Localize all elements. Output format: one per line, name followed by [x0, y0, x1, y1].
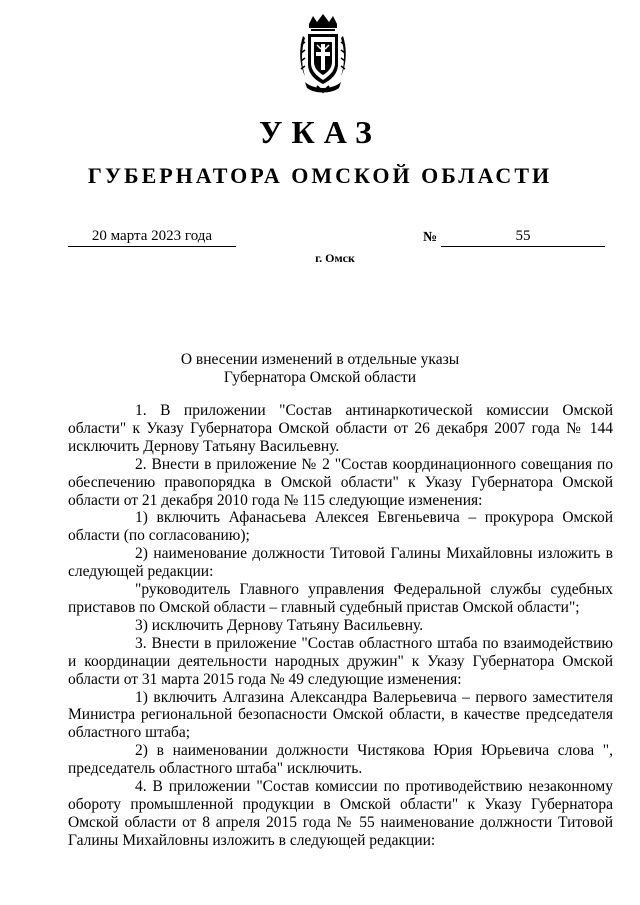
document-number: 55 — [441, 226, 605, 247]
paragraph: 2) в наименовании должности Чистякова Юрия Юрьевича слова ", председатель областного штаба" исключить. — [68, 742, 613, 778]
document-body — [68, 402, 613, 850]
paragraph: 1) включить Алгазина Александра Валерьевича – первого заместителя Министра региональной безопасности Омской области, в качестве председателя областного штаба; — [68, 688, 613, 742]
paragraph: 3) исключить Дернову Татьяну Васильевну. — [135, 616, 424, 634]
paragraph: "руководитель Главного управления Федеральной службы судебных приставов по Омской области – главный судебный пристав Омской области"; — [68, 581, 613, 616]
paragraph: 1) включить Афанасьева Алексея Евгеньевича – прокурора Омской области (по согласованию); — [68, 509, 613, 545]
paragraph: 2. Внести в приложение № 2 "Состав координационного совещания по обеспечению правопорядка в Омской области" к Указу Губернатора Омской области от 21 декабря 2010 года № 115 следующие изменения: — [68, 455, 613, 509]
paragraph: 2) наименование должности Титовой Галины Михайловны изложить в следующей редакции: — [68, 545, 613, 581]
subject-line: Губернатора Омской области — [223, 369, 417, 386]
document-title: УКАЗ — [259, 114, 381, 150]
document-subject — [0, 351, 640, 387]
paragraph: 3. Внести в приложение "Состав областного штаба по взаимодействию и координации деятельности народных дружин" к Указу Губернатора Омской области от 31 марта 2015 года № 49 следующие изменения: — [68, 634, 613, 688]
document-city: г. Омск — [315, 251, 355, 265]
paragraph: 4. В приложении "Состав комиссии по противодействию незаконному обороту промышленной продукции в Омской области" к Указу Губернатора Омской области от 8 апреля 2015 года № 55 наименование должности Титовой Галины Михайловны изложить в следующей редакции: — [68, 778, 613, 849]
omsk-coat-of-arms-icon — [297, 12, 349, 94]
number-sign: № — [423, 230, 438, 245]
subject-line: О внесении изменений в отдельные указы — [180, 351, 460, 368]
paragraph: 1. В приложении "Состав антинаркотической комиссии Омской области" к Указу Губернатора Омской области от 26 декабря 2007 года № 144 исключить Дернову Татьяну Васильевну. — [68, 402, 613, 455]
document-date: 20 марта 2023 года — [68, 226, 236, 247]
document-subtitle: ГУБЕРНАТОРА ОМСКОЙ ОБЛАСТИ — [87, 163, 553, 188]
